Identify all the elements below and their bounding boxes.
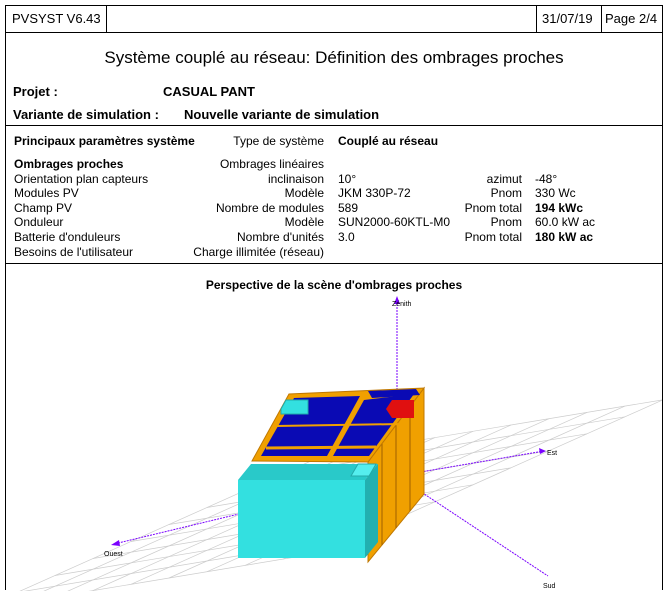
param-label: Besoins de l'utilisateur	[14, 245, 133, 259]
header-divider	[106, 6, 107, 33]
param-value: 3.0	[338, 230, 355, 244]
param-sublabel: Nombre de modules	[166, 201, 324, 215]
page-number: Page 2/4	[605, 11, 657, 26]
system-type-label: Type de système	[186, 134, 324, 148]
east-arrow	[539, 448, 546, 454]
project-label: Projet :	[13, 84, 58, 99]
param-unit-value: -48°	[535, 172, 557, 186]
param-sublabel: Modèle	[166, 186, 324, 200]
params-heading: Principaux paramètres système	[14, 134, 195, 148]
param-sublabel: Modèle	[166, 215, 324, 229]
param-label: Orientation plan capteurs	[14, 172, 148, 186]
east-label: Est	[547, 450, 557, 457]
param-value: JKM 330P-72	[338, 186, 411, 200]
report-date: 31/07/19	[542, 11, 593, 26]
param-unit-label: Pnom	[446, 215, 522, 229]
scene-3d-view	[6, 266, 662, 591]
roof-obstacle	[281, 400, 308, 414]
param-unit-value: 330 Wc	[535, 186, 576, 200]
param-value: SUN2000-60KTL-M0	[338, 215, 450, 229]
divider	[6, 263, 662, 264]
pv-building	[238, 388, 424, 562]
param-sublabel: inclinaison	[166, 172, 324, 186]
param-unit-value: 194 kWc	[535, 201, 583, 215]
zenith-label: Zénith	[392, 301, 412, 308]
header-divider	[601, 6, 602, 33]
app-version: PVSYST V6.43	[12, 11, 101, 26]
param-sublabel: Charge illimitée (réseau)	[166, 245, 324, 259]
shading-scene	[6, 266, 662, 591]
param-sublabel: Ombrages linéaires	[166, 157, 324, 171]
south-label: Sud	[543, 583, 556, 590]
front-block-face	[238, 480, 365, 558]
param-unit-value: 60.0 kW ac	[535, 215, 595, 229]
west-label: Ouest	[104, 551, 123, 558]
front-block-side	[365, 464, 378, 558]
param-unit-value: 180 kW ac	[535, 230, 593, 244]
param-value: 589	[338, 201, 358, 215]
report-page	[5, 5, 663, 590]
grid-line	[6, 553, 321, 591]
roof-walkway	[266, 447, 376, 448]
roof-obstacle	[386, 400, 414, 418]
variant-name: Nouvelle variante de simulation	[184, 107, 379, 122]
param-label: Onduleur	[14, 215, 63, 229]
variant-label: Variante de simulation :	[13, 107, 159, 122]
param-label: Batterie d'onduleurs	[14, 230, 120, 244]
param-unit-label: azimut	[446, 172, 522, 186]
divider	[6, 125, 662, 126]
param-unit-label: Pnom	[446, 186, 522, 200]
param-unit-label: Pnom total	[446, 201, 522, 215]
scene-title: Perspective de la scène d'ombrages proches	[6, 278, 662, 292]
project-name: CASUAL PANT	[163, 84, 255, 99]
west-arrow	[111, 540, 120, 546]
header-divider	[536, 6, 537, 33]
report-header	[6, 6, 662, 33]
param-value: 10°	[338, 172, 356, 186]
param-label: Champ PV	[14, 201, 72, 215]
param-unit-label: Pnom total	[446, 230, 522, 244]
param-sublabel: Nombre d'unités	[166, 230, 324, 244]
param-label: Modules PV	[14, 186, 79, 200]
system-type-value: Couplé au réseau	[338, 134, 438, 148]
page-title: Système couplé au réseau: Définition des ombrages proches	[6, 48, 662, 68]
param-label: Ombrages proches	[14, 157, 123, 171]
